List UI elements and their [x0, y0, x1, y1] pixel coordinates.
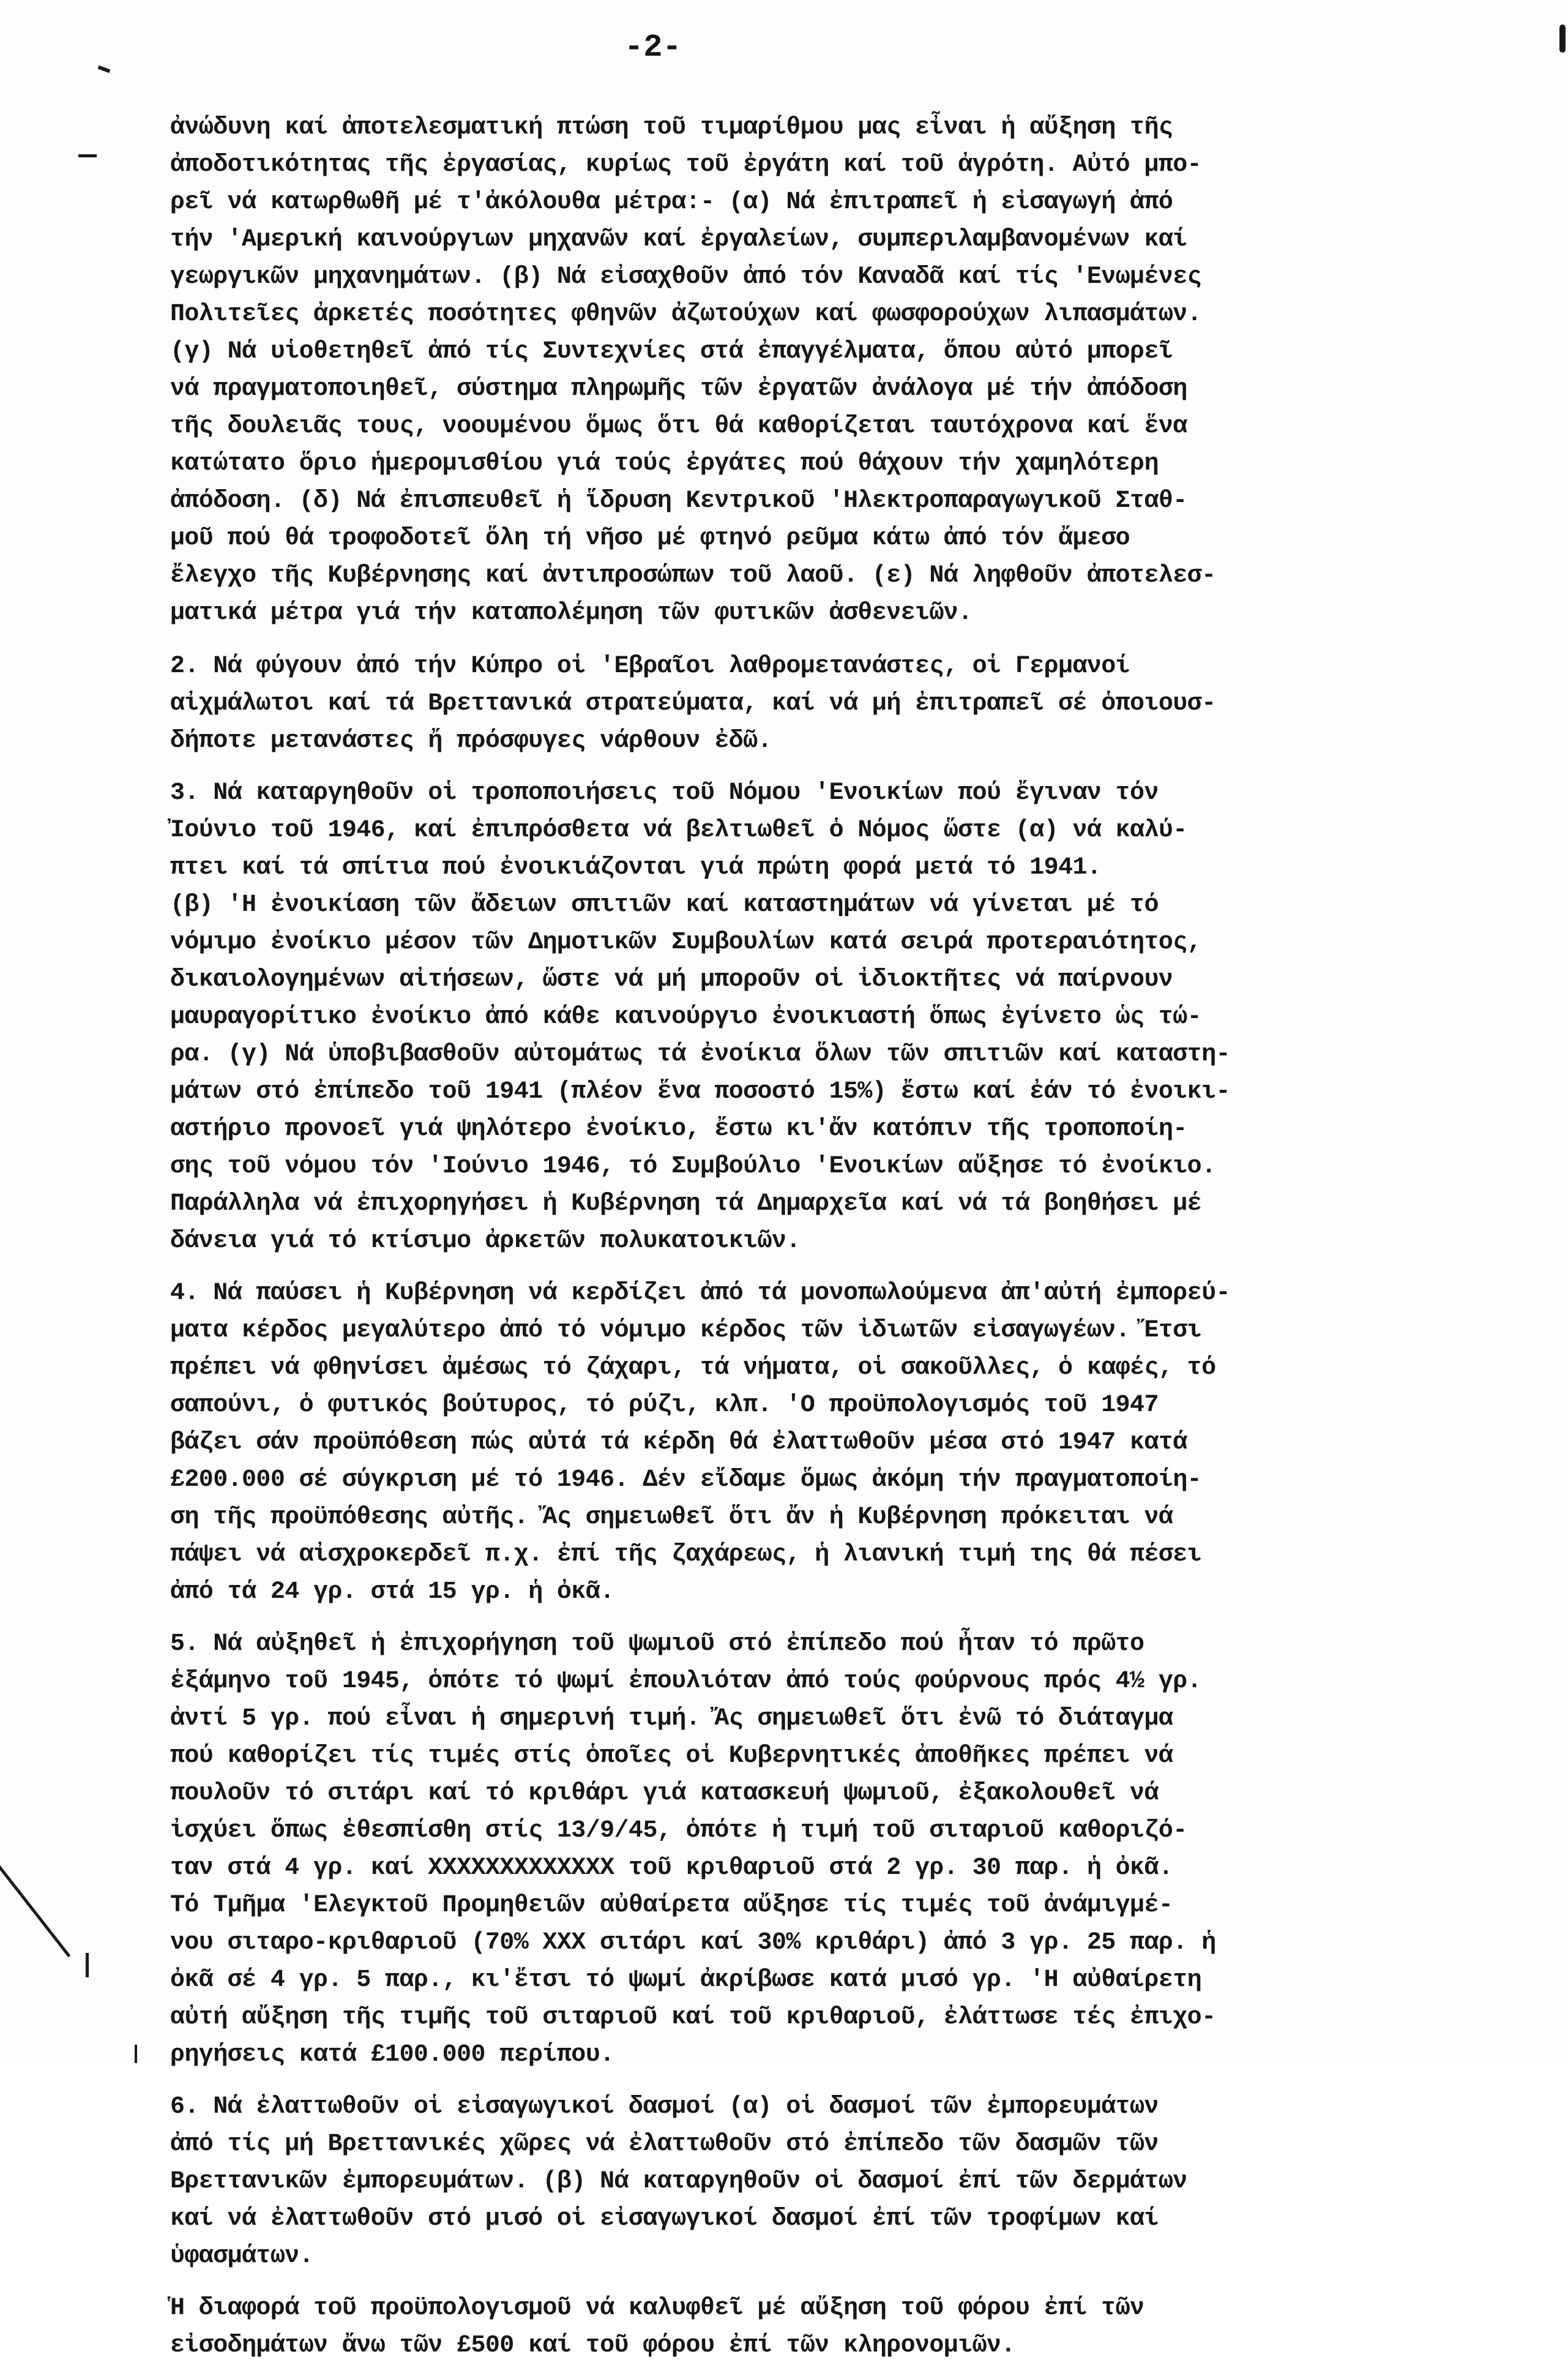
paragraph-4: 4. Νά παύσει ἡ Κυβέρνηση νά κερδίζει ἀπό τά μονοπωλούμενα ἀπ'αὐτή ἐμπορεύ- ματα κέρδος μεγαλύτερο ἀπό τό νόμιμο κέρδος τῶν ἰδιωτῶν εἰσαγωγέων. Ἔτσι πρέπει νά φθηνίσει ἀμέσως τό ζάχαρι, τά νήματα, οἱ σακοῦλλες, ὁ καφές, τό σαπούνι, ὁ φυτικός βούτυρος, τό ρύζι, κλπ. 'Ο προϋπολογισμός τοῦ 1947 βάζει σάν προϋπόθεση πώς αὐτά τά κέρδη θά ἐλαττωθοῦν μέσα στό 1947 κατά £200.000 σέ σύγκριση μέ τό 1946. Δέν εἴδαμε ὅμως ἀκόμη τήν πραγματοποίη- ση τῆς προϋπόθεσης αὐτῆς. Ἄς σημειωθεῖ ὅτι ἄν ἡ Κυβέρνηση πρόκειται νά πάψει νά αἰσχροκερδεῖ π.χ. ἐπί τῆς ζαχάρεως, ἡ λιανική τιμή της θά πέσει ἀπό τά 24 γρ. στά 15 γρ. ἡ ὀκᾶ. [170, 1279, 1230, 1606]
paragraph-2: 2. Νά φύγουν ἀπό τήν Κύπρο οἱ 'Εβραῖοι λαθρομετανάστες, οἱ Γερμανοί αἰχμάλωτοι καί τά Βρεττανικά στρατεύματα, καί νά μή ἐπιτραπεῖ σέ ὁποιουσ- δήποτε μετανάστες ἤ πρόσφυγες νάρθουν ἐδῶ. [170, 653, 1216, 755]
scan-mark-top-left [98, 66, 111, 73]
scan-mark-left-dash [78, 154, 97, 157]
document-body [170, 109, 1529, 2379]
scan-mark-right-edge [1559, 24, 1566, 53]
scan-mark-left-dot [86, 1953, 89, 1977]
page-number: -2- [624, 29, 682, 66]
scan-mark-left-stroke [0, 1845, 70, 1957]
paragraph-5: 5. Νά αὐξηθεῖ ἡ ἐπιχορήγηση τοῦ ψωμιοῦ στό ἐπίπεδο πού ἦταν τό πρῶτο ἑξάμηνο τοῦ 1945, ὁπότε τό ψωμί ἐπουλιόταν ἀπό τούς φούρνους πρός 4½ γρ. ἀντί 5 γρ. πού εἶναι ἡ σημερινή τιμή. Ἄς σημειωθεῖ ὅτι ἐνῶ τό διάταγμα πού καθορίζει τίς τιμές στίς ὁποῖες οἱ Κυβερνητικές ἀποθῆκες πρέπει νά πουλοῦν τό σιτάρι καί τό κριθάρι γιά κατασκευή ψωμιοῦ, ἐξακολουθεῖ νά ἰσχύει ὅπως ἐθεσπίσθη στίς 13/9/45, ὁπότε ἡ τιμή τοῦ σιταριοῦ καθοριζό- ταν στά 4 γρ. καί XXXXXXXXXXXXX τοῦ κριθαριοῦ στά 2 γρ. 30 παρ. ἡ ὀκᾶ. Τό Τμῆμα 'Ελεγκτοῦ Προμηθειῶν αὐθαίρετα αὔξησε τίς τιμές τοῦ ἀνάμιγμέ- νου σιταρο-κριθαριοῦ (70% XXX σιτάρι καί 30% κριθάρι) ἀπό 3 γρ. 25 παρ. ἡ ὀκᾶ σέ 4 γρ. 5 παρ., κι'ἔτσι τό ψωμί ἀκρίβωσε κατά μισό γρ. 'Η αὐθαίρετη αὐτή αὔξηση τῆς τιμῆς τοῦ σιταριοῦ καί τοῦ κριθαριοῦ, ἐλάττωσε τές ἐπιχο- ρηγήσεις κατά £100.000 περίπου. [170, 1630, 1216, 2069]
paragraph-3: 3. Νά καταργηθοῦν οἱ τροποποιήσεις τοῦ Νόμου 'Ενοικίων πού ἔγιναν τόν Ἰούνιο τοῦ 1946, καί ἐπιπρόσθετα νά βελτιωθεῖ ὁ Νόμος ὥστε (α) νά καλύ- πτει καί τά σπίτια πού ἐνοικιάζονται γιά πρώτη φορά μετά τό 1941. (β) 'Η ἐνοικίαση τῶν ἄδειων σπιτιῶν καί καταστημάτων νά γίνεται μέ τό νόμιμο ἐνοίκιο μέσον τῶν Δημοτικῶν Συμβουλίων κατά σειρά προτεραιότητος, δικαιολογημένων αἰτήσεων, ὥστε νά μή μποροῦν οἱ ἰδιοκτῆτες νά παίρνουν μαυραγορίτικο ἐνοίκιο ἀπό κάθε καινούργιο ἐνοικιαστή ὅπως ἐγίνετο ὡς τώ- ρα. (γ) Νά ὑποβιβασθοῦν αὐτομάτως τά ἐνοίκια ὅλων τῶν σπιτιῶν καί καταστη- μάτων στό ἐπίπεδο τοῦ 1941 (πλέον ἕνα ποσοστό 15%) ἔστω καί ἐάν τό ἐνοικι- αστήριο προνοεῖ γιά ψηλότερο ἐνοίκιο, ἔστω κι'ἄν κατόπιν τῆς τροποποίη- σης τοῦ νόμου τόν 'Ιούνιο 1946, τό Συμβούλιο 'Ενοικίων αὔξησε τό ἐνοίκιο. Παράλληλα νά ἐπιχορηγήσει ἡ Κυβέρνηση τά Δημαρχεῖα καί νά τά βοηθήσει μέ δάνεια γιά τό κτίσιμο ἀρκετῶν πολυκατοικιῶν. [170, 779, 1230, 1255]
paragraph-closing: Ἡ διαφορά τοῦ προϋπολογισμοῦ νά καλυφθεῖ μέ αὔξηση τοῦ φόρου ἐπί τῶν εἰσοδημάτων ἄνω τῶν £500 καί τοῦ φόρου ἐπί τῶν κληρονομιῶν. [170, 2295, 1144, 2359]
scan-mark-bottom [135, 2045, 137, 2063]
paragraph-6: 6. Νά ἐλαττωθοῦν οἱ εἰσαγωγικοί δασμοί (α) οἱ δασμοί τῶν ἐμπορευμάτων ἀπό τίς μή Βρεττανικές χῶρες νά ἐλαττωθοῦν στό ἐπίπεδο τῶν δασμῶν τῶν Βρεττανικῶν ἐμπορευμάτων. (β) Νά καταργηθοῦν οἱ δασμοί ἐπί τῶν δερμάτων καί νά ἐλαττωθοῦν στό μισό οἱ εἰσαγωγικοί δασμοί ἐπί τῶν τροφίμων καί ὑφασμάτων. [170, 2093, 1187, 2270]
paragraph-intro: ἀνώδυνη καί ἀποτελεσματική πτώση τοῦ τιμαρίθμου μας εἶναι ἡ αὔξηση τῆς ἀποδοτικότητας τῆς ἐργασίας, κυρίως τοῦ ἐργάτη καί τοῦ ἀγρότη. Αὐτό μπο- ρεῖ νά κατωρθωθῆ μέ τ'ἀκόλουθα μέτρα:- (α) Νά ἐπιτραπεῖ ἡ εἰσαγωγή ἀπό τήν 'Αμερική καινούργιων μηχανῶν καί ἐργαλείων, συμπεριλαμβανομένων καί γεωργικῶν μηχανημάτων. (β) Νά εἰσαχθοῦν ἀπό τόν Καναδᾶ καί τίς 'Ενωμένες Πολιτεῖες ἀρκετές ποσότητες φθηνῶν ἀζωτούχων καί φωσφορούχων λιπασμάτων. (γ) Νά υἱοθετηθεῖ ἀπό τίς Συντεχνίες στά ἐπαγγέλματα, ὅπου αὐτό μπορεῖ νά πραγματοποιηθεῖ, σύστημα πληρωμῆς τῶν ἐργατῶν ἀνάλογα μέ τήν ἀπόδοση τῆς δουλειᾶς τους, νοουμένου ὅμως ὅτι θά καθορίζεται ταυτόχρονα καί ἕνα κατώτατο ὅριο ἡμερομισθίου γιά τούς ἐργάτες πού θάχουν τήν χαμηλότερη ἀπόδοση. (δ) Νά ἐπισπευθεῖ ἡ ἵδρυση Κεντρικοῦ 'Ηλεκτροπαραγωγικοῦ Σταθ- μοῦ πού θά τροφοδοτεῖ ὅλη τή νῆσο μέ φτηνό ρεῦμα κάτω ἀπό τόν ἄμεσο ἔλεγχο τῆς Κυβέρνησης καί ἀντιπροσώπων τοῦ λαοῦ. (ε) Νά ληφθοῦν ἀποτελεσ- ματικά μέτρα γιά τήν καταπολέμηση τῶν φυτικῶν ἀσθενειῶν. [170, 114, 1216, 627]
